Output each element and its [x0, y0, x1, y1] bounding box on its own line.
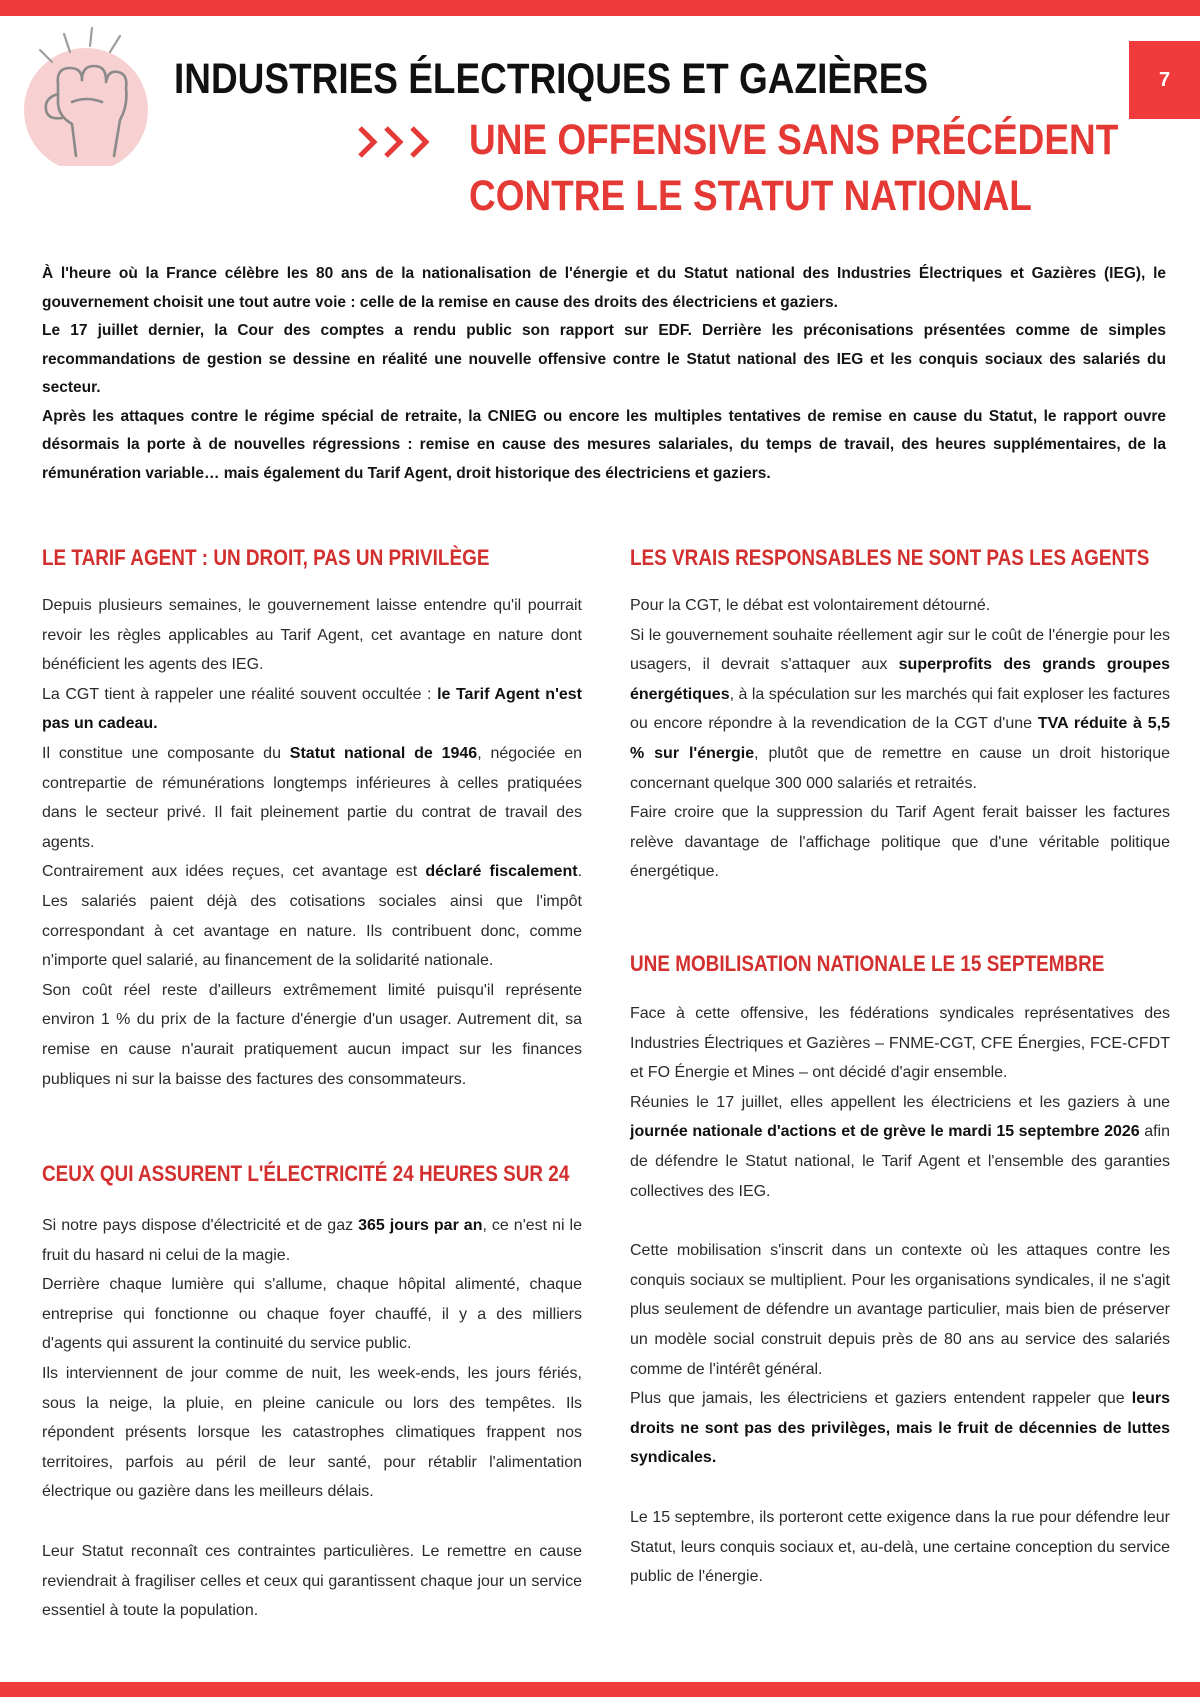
text-run: , négociée en contrepartie de rémunérations longtemps inférieures à celles pratiquées dans le secteur privé. Il fait pleinement partie du contrat de travail des agents.: [42, 744, 583, 851]
section-heading-mobilisation: UNE MOBILISATION NATIONALE LE 15 SEPTEMBRE: [630, 951, 1105, 976]
paragraph: Cette mobilisation s'inscrit dans un contexte où les attaques contre les conquis sociaux se multiplient. Pour les organisations syndicales, il ne s'agit plus seulement de défendre un avantage particulier, mais bien de préserver un modèle social construit depuis près de 80 ans au service des salariés comme de l'intérêt général.: [630, 1242, 1170, 1378]
paragraph: [630, 621, 1170, 799]
page-title: INDUSTRIES ÉLECTRIQUES ET GAZIÈRES: [174, 55, 929, 103]
emphasis-text: superprofits des grands groupes énergétiques: [630, 656, 1170, 703]
paragraph: [42, 1211, 582, 1270]
intro-text: [42, 260, 1166, 488]
paragraph: Derrière chaque lumière qui s'allume, chaque hôpital alimenté, chaque entreprise qui fonctionne ou chaque foyer chauffé, il y a des milliers d'agents qui assurent la continuité du service public.: [42, 1276, 582, 1353]
text-run: , plutôt que de remettre en cause un droit historique concernant quelque 300 000 salariés et retraités.: [630, 744, 1170, 792]
emphasis-text: TVA réduite à 5,5 % sur l'énergie: [630, 715, 1170, 762]
paragraph-spacer: [42, 1507, 582, 1537]
text-run: afin de défendre le Statut national, le Tarif Agent et l'ensemble des garanties collectives des IEG.: [630, 1123, 1170, 1200]
subtitle-line-2: CONTRE LE STATUT NATIONAL: [469, 172, 1032, 220]
paragraph: [630, 1384, 1170, 1473]
paragraph: Pour la CGT, le débat est volontairement détourné.: [630, 597, 991, 614]
paragraph: Le 15 septembre, ils porteront cette exigence dans la rue pour défendre leur Statut, leurs conquis sociaux et, au-delà, une certaine conception du service public de l'énergie.: [630, 1508, 1170, 1586]
paragraph: Leur Statut reconnaît ces contraintes particulières. Le remettre en cause reviendrait à fragiliser celles et ceux qui garantissent chaque jour un service essentiel à toute la population.: [42, 1542, 582, 1620]
section-body-responsables: [630, 591, 1170, 887]
text-run: La CGT tient à rappeler une réalité souvent occultée :: [42, 685, 438, 703]
bottom-accent-bar: [0, 1682, 1200, 1697]
page-number-badge: 7: [1129, 41, 1200, 119]
text-run: Réunies le 17 juillet, elles appellent les électriciens et les gaziers à une: [630, 1093, 1170, 1111]
paragraph: Face à cette offensive, les fédérations syndicales représentatives des Industries Électriques et Gazières – FNME-CGT, CFE Énergies, FCE-CFDT et FO Énergie et Mines – ont décidé d'agir ensemble.: [630, 1005, 1170, 1082]
text-run: Si le gouvernement souhaite réellement agir sur le coût de l'énergie pour les usagers, il devrait s'attaquer aux: [630, 626, 1170, 674]
paragraph: Son coût réel reste d'ailleurs extrêmement limité puisqu'il représente environ 1 % du prix de la facture d'énergie d'un usager. Autrement dit, sa remise en cause n'aurait pratiquement aucun impact sur les finances publiques ni sur la baisse des factures des consommateurs.: [42, 981, 582, 1088]
page-subtitle: [469, 112, 1119, 224]
emphasis-text: déclaré fiscalement: [425, 863, 578, 881]
emphasis-text: Statut national de 1946: [289, 744, 478, 762]
section-heading-tarif-agent: LE TARIF AGENT : UN DROIT, PAS UN PRIVILÈGE: [42, 545, 490, 570]
paragraph: Faire croire que la suppression du Tarif Agent ferait baisser les factures relève davantage de l'affichage politique que d'une véritable politique énergétique.: [630, 804, 1170, 881]
section-body-electricite: [42, 1211, 582, 1626]
text-run: Il constitue une composante du: [42, 744, 290, 762]
emphasis-text: journée nationale d'actions et de grève le mardi 15 septembre 2026: [630, 1123, 1140, 1141]
emphasis-text: le Tarif Agent n'est pas un cadeau.: [42, 685, 582, 733]
paragraph-spacer: [630, 1206, 1170, 1236]
paragraph: [42, 857, 582, 975]
paragraph: [42, 680, 582, 739]
emphasis-text: leurs droits ne sont pas des privilèges, mais le fruit de décennies de luttes syndicales.: [630, 1390, 1170, 1467]
chevrons-right-icon: [354, 118, 444, 166]
section-body-mobilisation: [630, 999, 1170, 1592]
emphasis-text: 365 jours par an: [358, 1217, 483, 1234]
intro-paragraph: Le 17 juillet dernier, la Cour des comptes a rendu public son rapport sur EDF. Derrière les préconisations présentées comme de simples recommandations de gestion se dessine en réalité une nouvelle offensive contre le Statut national des IEG et les conquis sociaux des salariés du secteur.: [42, 322, 1166, 396]
text-run: , ce n'est ni le fruit du hasard ni celui de la magie.: [42, 1217, 583, 1264]
section-body-tarif-agent: [42, 591, 582, 1094]
text-run: Contrairement aux idées reçues, cet avantage est: [42, 863, 426, 881]
paragraph: Ils interviennent de jour comme de nuit, les week-ends, les jours fériés, sous la neige, la pluie, en pleine canicule ou lors des tempêtes. Ils répondent présents lorsque les catastrophes climatiques frappent nos territoires, parfois au péril de leur santé, pour rétablir l'alimentation électrique ou gazière dans les meilleurs délais.: [42, 1364, 582, 1501]
paragraph-spacer: [630, 1473, 1170, 1503]
text-run: . Les salariés paient déjà des cotisations sociales ainsi que l'impôt correspondant à cet avantage en nature. Ils contribuent donc, comme n'importe quel salarié, au financement de la solidarité nationale.: [42, 863, 583, 970]
intro-paragraph: Après les attaques contre le régime spécial de retraite, la CNIEG ou encore les multiples tentatives de remise en cause du Statut, le rapport ouvre désormais la porte à de nouvelles régressions : remise en cause des mesures salariales, du temps de travail, des heures supplémentaires, de la rémunération variable… mais également du Tarif Agent, droit historique des électriciens et gaziers.: [42, 407, 1166, 482]
paragraph: [42, 739, 582, 857]
paragraph: [630, 1088, 1170, 1206]
section-heading-electricite: CEUX QUI ASSURENT L'ÉLECTRICITÉ 24 HEURES SUR 24: [42, 1161, 570, 1186]
top-accent-bar: [0, 0, 1200, 16]
text-run: Plus que jamais, les électriciens et gaziers entendent rappeler que: [630, 1390, 1132, 1408]
paragraph: Depuis plusieurs semaines, le gouvernement laisse entendre qu'il pourrait revoir les règles applicables au Tarif Agent, cet avantage en nature dont bénéficient les agents des IEG.: [42, 597, 582, 674]
section-heading-responsables: LES VRAIS RESPONSABLES NE SONT PAS LES AGENTS: [630, 545, 1150, 570]
subtitle-line-1: UNE OFFENSIVE SANS PRÉCÉDENT: [469, 116, 1119, 164]
intro-paragraph: À l'heure où la France célèbre les 80 ans de la nationalisation de l'énergie et du Statut national des Industries Électriques et Gazières (IEG), le gouvernement choisit une tout autre voie : celle de la remise en cause des droits des électriciens et gaziers.: [42, 265, 1166, 311]
text-run: Si notre pays dispose d'électricité et de gaz: [42, 1217, 359, 1234]
text-run: , à la spéculation sur les marchés qui fait exploser les factures ou encore répondre à la revendication de la CGT d'une: [630, 685, 1170, 733]
raised-fist-icon: [12, 26, 162, 166]
